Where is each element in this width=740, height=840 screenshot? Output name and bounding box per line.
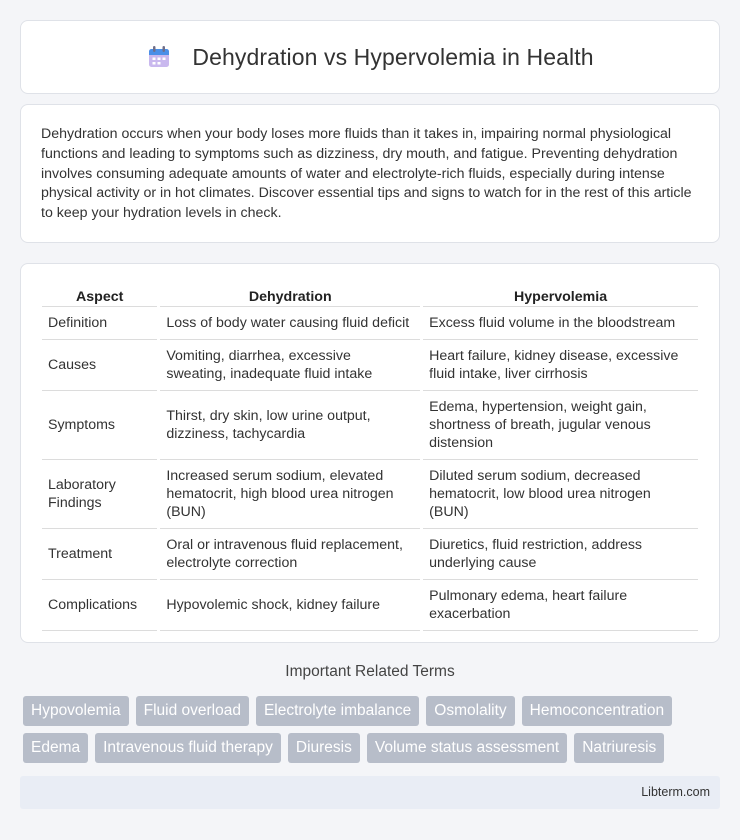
calendar-icon: [146, 44, 172, 70]
related-terms-row: [23, 696, 723, 726]
header-aspect: Aspect: [42, 286, 157, 307]
table-cell: Diuretics, fluid restriction, address underlying cause: [423, 529, 698, 580]
intro-card: [20, 104, 720, 243]
footer: [20, 776, 720, 809]
table-cell: Treatment: [42, 529, 157, 580]
table-row: [42, 460, 698, 529]
related-terms: [23, 696, 723, 770]
term-tag[interactable]: Intravenous fluid therapy: [95, 733, 281, 763]
term-tag[interactable]: Volume status assessment: [367, 733, 567, 763]
related-terms-title: Important Related Terms: [285, 663, 455, 680]
table-row: [42, 307, 698, 340]
table-header-row: [42, 286, 698, 307]
table-cell: Diluted serum sodium, decreased hematocrit, low blood urea nitrogen (BUN): [423, 460, 698, 529]
header-hypervolemia: Hypervolemia: [423, 286, 698, 307]
table-row: [42, 391, 698, 460]
table-cell: Symptoms: [42, 391, 157, 460]
related-terms-row: [23, 733, 723, 763]
table-cell: Edema, hypertension, weight gain, shortness of breath, jugular venous distension: [423, 391, 698, 460]
title-card: [20, 20, 720, 94]
intro-paragraph: Dehydration occurs when your body loses more fluids than it takes in, impairing normal physiological functions and leading to symptoms such as dizziness, dry mouth, and fatigue. Preventing dehydration involves consuming adequate amounts of water and electrolyte-rich fluids, especially during intense physical activity or in hot climates. Discover essential tips and signs to watch for in the rest of this article to keep your hydration levels in check.: [41, 126, 692, 222]
term-tag[interactable]: Diuresis: [288, 733, 360, 763]
term-tag[interactable]: Hemoconcentration: [522, 696, 672, 726]
table-cell: Complications: [42, 580, 157, 631]
table-row: [42, 529, 698, 580]
page-title: Dehydration vs Hypervolemia in Health: [192, 43, 594, 70]
comparison-table-card: [20, 263, 720, 643]
footer-site-link[interactable]: Libterm.com: [641, 785, 710, 799]
comparison-table: [39, 286, 701, 631]
table-cell: Vomiting, diarrhea, excessive sweating, inadequate fluid intake: [160, 340, 420, 391]
table-row: [42, 340, 698, 391]
table-cell: Causes: [42, 340, 157, 391]
table-cell: Thirst, dry skin, low urine output, dizziness, tachycardia: [160, 391, 420, 460]
table-cell: Laboratory Findings: [42, 460, 157, 529]
term-tag[interactable]: Hypovolemia: [23, 696, 129, 726]
table-cell: Increased serum sodium, elevated hematocrit, high blood urea nitrogen (BUN): [160, 460, 420, 529]
table-cell: Heart failure, kidney disease, excessive fluid intake, liver cirrhosis: [423, 340, 698, 391]
header-dehydration: Dehydration: [160, 286, 420, 307]
table-cell: Hypovolemic shock, kidney failure: [160, 580, 420, 631]
table-row: [42, 580, 698, 631]
term-tag[interactable]: Natriuresis: [574, 733, 664, 763]
table-cell: Oral or intravenous fluid replacement, electrolyte correction: [160, 529, 420, 580]
table-cell: Excess fluid volume in the bloodstream: [423, 307, 698, 340]
term-tag[interactable]: Edema: [23, 733, 88, 763]
table-cell: Definition: [42, 307, 157, 340]
term-tag[interactable]: Osmolality: [426, 696, 514, 726]
table-cell: Loss of body water causing fluid deficit: [160, 307, 420, 340]
table-cell: Pulmonary edema, heart failure exacerbation: [423, 580, 698, 631]
term-tag[interactable]: Fluid overload: [136, 696, 249, 726]
term-tag[interactable]: Electrolyte imbalance: [256, 696, 419, 726]
